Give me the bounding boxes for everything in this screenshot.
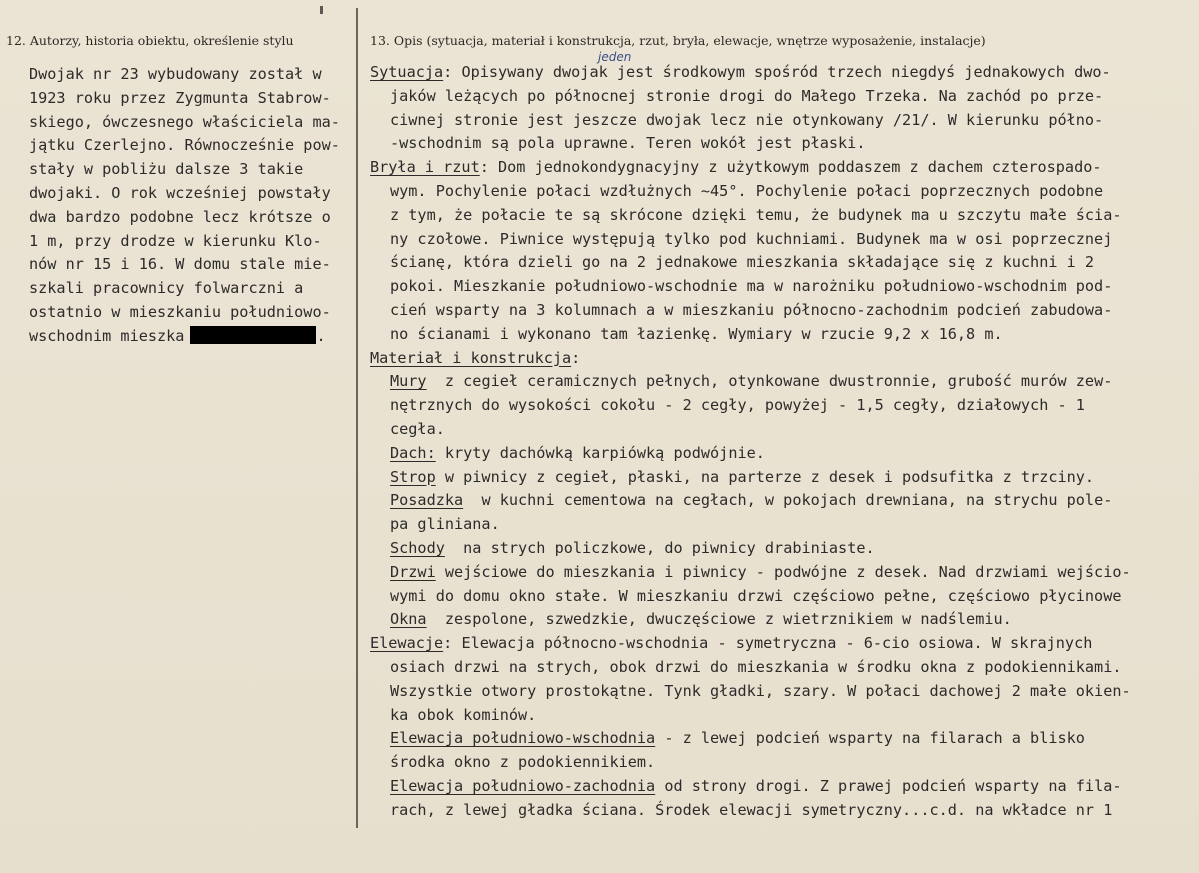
history-line-text: stały w pobliżu dalsze 3 takie: [29, 160, 304, 179]
description-line: [370, 85, 1131, 109]
description-line: [370, 418, 1131, 442]
description-line-text: w kuchni cementowa na cegłach, w pokojach drewniana, na strychu pole-: [463, 491, 1113, 510]
section-label: Schody: [390, 538, 445, 557]
description-line: [370, 561, 1131, 585]
description-line-text: ciwnej stronie jest jeszcze dwojak lecz nie otynkowany /21/. W kierunku półno-: [390, 110, 1104, 129]
description-line-text: pokoi. Mieszkanie południowo-wschodnie ma w narożniku południowo-wschodnim pod-: [390, 277, 1113, 296]
description-line-text: z tym, że połacie te są skrócone dzięki temu, że budynek ma u szczytu małe ścia-: [390, 205, 1122, 224]
history-line-text: ostatnio w mieszkaniu południowo-: [29, 302, 331, 321]
redacted-name-block: [190, 326, 316, 344]
history-line: [29, 63, 340, 87]
section-label: Elewacja południowo-wschodnia: [390, 729, 656, 748]
description-text-column: [370, 61, 1131, 823]
description-line-text: -wschodnim są pola uprawne. Teren wokół jest płaski.: [390, 134, 866, 153]
description-line-text: ny czołowe. Piwnice występują tylko pod kuchniami. Budynek ma w osi poprzecznej: [390, 229, 1113, 248]
description-line: [370, 656, 1131, 680]
description-line: [370, 727, 1131, 751]
description-line: [370, 370, 1131, 394]
section-label: Strop: [390, 467, 436, 486]
history-line-text: Dwojak nr 23 wybudowany został w: [29, 65, 322, 83]
history-line: [29, 277, 340, 301]
section-label: Dach:: [390, 443, 436, 462]
description-line-text: no ścianami i wykonano tam łazienkę. Wymiary w rzucie 9,2 x 16,8 m.: [390, 324, 1003, 343]
description-line-text: na strych policzkowe, do piwnicy drabiniaste.: [444, 538, 875, 557]
history-line: [29, 230, 340, 254]
description-line-text: : Opisywany dwojak jest środkowym spośród trzech niegdyś jednakowych dwo-: [443, 63, 1111, 81]
description-line-text: cień wsparty na 3 kolumnach a w mieszkaniu północno-zachodnim podcień zabudowa-: [390, 300, 1113, 319]
history-text-column: [29, 63, 340, 349]
description-line: [370, 204, 1131, 228]
description-line-text: : Dom jednokondygnacyjny z użytkowym poddaszem z dachem czterospado-: [479, 158, 1102, 177]
description-line-text: ścianę, która dzieli go na 2 jednakowe mieszkania składające się z kuchni i 2: [390, 253, 1095, 272]
description-line: [370, 323, 1131, 347]
description-line-text: wym. Pochylenie połaci wzdłużnych ~45°. Pochylenie połaci poprzecznych podobne: [390, 181, 1104, 200]
history-line-tail: .: [316, 326, 326, 345]
description-line-text: nętrznych do wysokości cokołu - 2 cegły, powyżej - 1,5 cegły, działowych - 1: [390, 396, 1085, 415]
description-line-text: jaków leżących po północnej stronie drogi do Małego Trzeka. Na zachód po prze-: [390, 86, 1104, 105]
description-line: [370, 632, 1131, 656]
history-line-text: 1 m, przy drodze w kierunku Klo-: [29, 231, 322, 250]
description-line: [370, 61, 1131, 85]
section-label: Materiał i konstrukcja: [370, 348, 572, 367]
history-line: [29, 158, 340, 182]
description-line-text: osiach drzwi na strych, obok drzwi do mieszkania w środku okna z podokiennikami.: [390, 657, 1122, 676]
history-line-text: nów nr 15 i 16. W domu stale mie-: [29, 255, 331, 274]
history-line-text: wschodnim mieszka: [29, 326, 185, 345]
history-line-text: jątku Czerlejno. Równocześnie pow-: [29, 136, 340, 155]
description-line-text: zespolone, szwedzkie, dwuczęściowe z wietrznikiem w nadślemiu.: [426, 610, 1012, 629]
description-line: [370, 585, 1131, 609]
description-line: [370, 180, 1131, 204]
description-line: [370, 109, 1131, 133]
description-line: [370, 537, 1131, 561]
description-line: [370, 704, 1131, 728]
description-line: [370, 513, 1131, 537]
description-line-text: :: [571, 348, 581, 367]
description-line: [370, 132, 1131, 156]
handwritten-insertion: jeden: [598, 50, 632, 64]
history-line-text: skiego, ówczesnego właściciela ma-: [29, 112, 340, 131]
description-line-text: środka okno z podokiennikiem.: [390, 753, 656, 772]
description-line: [370, 394, 1131, 418]
description-line-text: z cegieł ceramicznych pełnych, otynkowane dwustronnie, grubość murów zew-: [426, 372, 1113, 391]
history-line-text: szkali pracownicy folwarczni a: [29, 279, 304, 298]
description-line: [370, 347, 1131, 371]
history-line-text: dwa bardzo podobne lecz krótsze o: [29, 207, 331, 226]
description-line-text: kryty dachówką karpiówką podwójnie.: [435, 443, 765, 462]
history-line-text: 1923 roku przez Zygmunta Stabrow-: [29, 88, 331, 107]
description-line: [370, 156, 1131, 180]
description-line-text: od strony drogi. Z prawej podcień wsparty na fila-: [655, 776, 1122, 795]
history-line: [29, 325, 340, 349]
description-line-text: : Elewacja północno-wschodnia - symetryczna - 6-cio osiowa. W skrajnych: [443, 634, 1093, 653]
section-label: Elewacja południowo-zachodnia: [390, 776, 656, 795]
column-divider: [356, 8, 358, 828]
section-label: Drzwi: [390, 562, 436, 581]
section-label: Okna: [390, 610, 427, 629]
history-line: [29, 253, 340, 277]
description-line-text: ka obok kominów.: [390, 705, 537, 724]
history-line: [29, 301, 340, 325]
section-label: Posadzka: [390, 491, 464, 510]
section-label: Elewacje: [370, 634, 444, 653]
description-line: [370, 251, 1131, 275]
description-line: [370, 608, 1131, 632]
left-section-header: 12. Autorzy, historia obiektu, określenie stylu: [6, 33, 294, 48]
right-section-header: 13. Opis (sytuacja, materiał i konstrukcja, rzut, bryła, elewacje, wnętrze wyposażenie, instalacje): [370, 33, 986, 48]
description-line: [370, 466, 1131, 490]
description-line: [370, 275, 1131, 299]
corner-mark: [320, 6, 323, 14]
description-line-text: rach, z lewej gładka ściana. Środek elewacji symetryczny...c.d. na wkładce nr 1: [390, 800, 1113, 819]
section-label: Mury: [390, 372, 427, 391]
description-line: [370, 299, 1131, 323]
section-label: Bryła i rzut: [370, 158, 480, 177]
description-line: [370, 799, 1131, 823]
description-line-text: - z lewej podcień wsparty na filarach a blisko: [655, 729, 1085, 748]
history-line: [29, 134, 340, 158]
description-line-text: wymi do domu okno stałe. W mieszkaniu drzwi częściowo pełne, częściowo płycinowe: [390, 586, 1122, 605]
history-line-text: dwojaki. O rok wcześniej powstały: [29, 183, 331, 202]
description-line: [370, 751, 1131, 775]
description-line-text: cegła.: [390, 419, 445, 438]
description-line: [370, 775, 1131, 799]
description-line-text: wejściowe do mieszkania i piwnicy - podwójne z desek. Nad drzwiami wejścio-: [435, 562, 1131, 581]
history-line: [29, 182, 340, 206]
description-line: [370, 680, 1131, 704]
description-line-text: pa gliniana.: [390, 515, 500, 534]
description-line: [370, 489, 1131, 513]
section-label: Sytuacja: [370, 63, 444, 81]
description-line-text: Wszystkie otwory prostokątne. Tynk gładki, szary. W połaci dachowej 2 małe okien-: [390, 681, 1131, 700]
description-line: [370, 228, 1131, 252]
description-line: [370, 442, 1131, 466]
history-line: [29, 87, 340, 111]
history-line: [29, 206, 340, 230]
description-line-text: w piwnicy z cegieł, płaski, na parterze z desek i podsufitka z trzciny.: [435, 467, 1095, 486]
history-line: [29, 111, 340, 135]
